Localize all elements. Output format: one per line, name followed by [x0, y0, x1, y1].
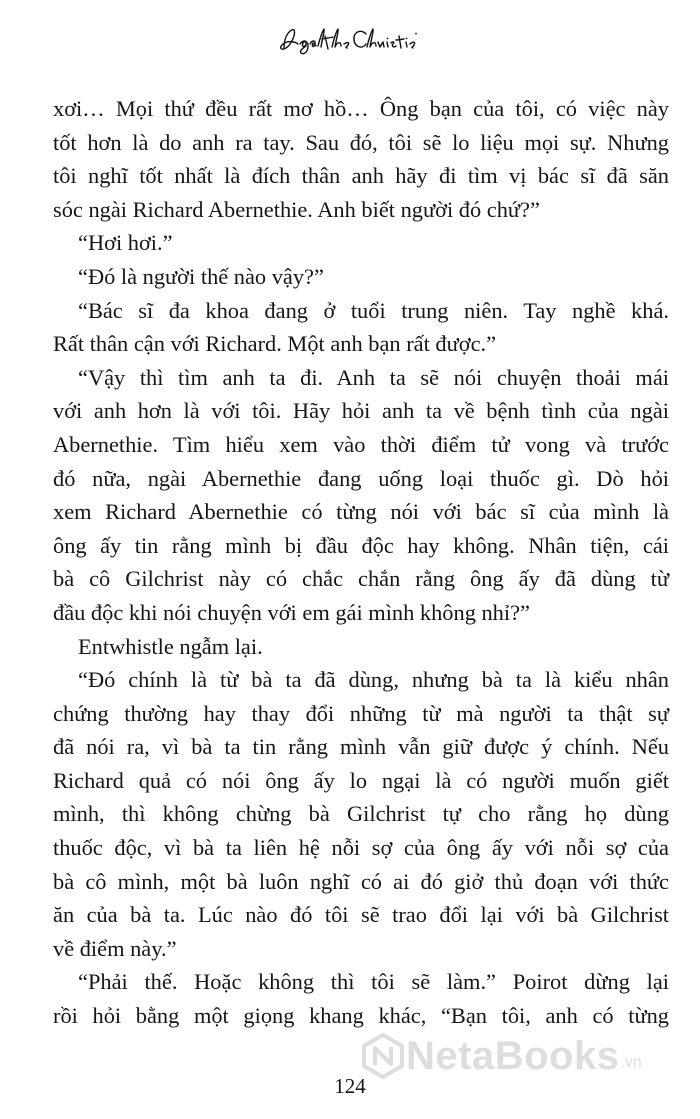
text-line: thuốc độc, vì bà ta liên hệ nỗi sợ của ông ấy với nỗi sợ của	[53, 835, 669, 861]
text-line: mình, thì không chừng bà Gilchrist tự cho rằng họ dùng	[53, 801, 669, 827]
text-line: “Hơi hơi.”	[78, 230, 173, 256]
text-line: tốt hơn là do anh ra tay. Sau đó, tôi sẽ lo liệu mọi sự. Nhưng	[53, 129, 669, 155]
text-line: “Bác sĩ đa khoa đang ở tuổi trung niên. Tay nghề khá.	[78, 297, 669, 323]
netabooks-logo-icon	[360, 1033, 406, 1079]
text-line: Rất thân cận với Richard. Một anh bạn rất được.”	[53, 331, 497, 357]
netabooks-watermark	[360, 1033, 642, 1079]
text-line: “Đó chính là từ bà ta đã dùng, nhưng bà ta là kiểu nhân	[78, 667, 669, 693]
text-line: rồi hỏi bằng một giọng khang khác, “Bạn tôi, anh có từng	[53, 1003, 669, 1029]
text-line: đầu độc khi nói chuyện với em gái mình không nhỉ?”	[53, 599, 530, 625]
page-number: 124	[334, 1074, 366, 1098]
signature-scribble	[270, 22, 430, 56]
text-line: với anh hơn là với tôi. Hãy hỏi anh ta về bệnh tình của ngài	[53, 398, 669, 424]
text-line: xơi… Mọi thứ đều rất mơ hồ… Ông bạn của tôi, có việc này	[53, 96, 669, 121]
text-line: “Vậy thì tìm anh ta đi. Anh ta sẽ nói chuyện thoải mái	[78, 364, 669, 390]
author-signature	[270, 22, 430, 61]
watermark-brand: NetaBooks	[406, 1033, 620, 1078]
text-line: đã nói ra, vì bà ta tin rằng mình vẫn giữ được ý chính. Nếu	[53, 734, 669, 760]
text-line: sóc ngài Richard Abernethie. Anh biết người đó chứ?”	[53, 196, 540, 222]
text-line: bà cô Gilchrist này có chắc chắn rằng ông ấy đã dùng từ	[53, 566, 669, 592]
page-header	[0, 22, 700, 61]
text-line: “Đó là người thế nào vậy?”	[78, 263, 324, 289]
text-line: bà cô mình, một bà luôn nghĩ có ai đó giở thủ đoạn với thức	[53, 868, 669, 894]
text-line: ông ấy tin rằng mình bị đầu độc hay không. Nhân tiện, cái	[53, 532, 669, 558]
text-line: xem Richard Abernethie có từng nói với bác sĩ của mình là	[53, 499, 669, 525]
text-line: đó nữa, ngài Abernethie đang uống loại thuốc gì. Dò hỏi	[53, 465, 669, 491]
text-line: Richard quả có nói ông ấy lo ngại là có người muốn giết	[53, 767, 669, 793]
watermark-suffix: .vn	[620, 1054, 642, 1071]
text-line: về điểm này.”	[53, 935, 177, 961]
text-line: tôi nghĩ tốt nhất là đích thân anh hãy đi tìm vị bác sĩ đã săn	[53, 163, 669, 189]
text-line: Abernethie. Tìm hiểu xem vào thời điểm tử vong và trước	[53, 431, 669, 457]
text-line: ăn của bà ta. Lúc nào đó tôi sẽ trao đổi lại với bà Gilchrist	[53, 902, 669, 928]
text-line: “Phải thế. Hoặc không thì tôi sẽ làm.” Poirot dừng lại	[78, 969, 669, 995]
text-line: chứng thường hay thay đổi những từ mà người ta thật sự	[53, 700, 669, 726]
book-body-text	[53, 92, 669, 1033]
text-line: Entwhistle ngẫm lại.	[78, 633, 263, 659]
